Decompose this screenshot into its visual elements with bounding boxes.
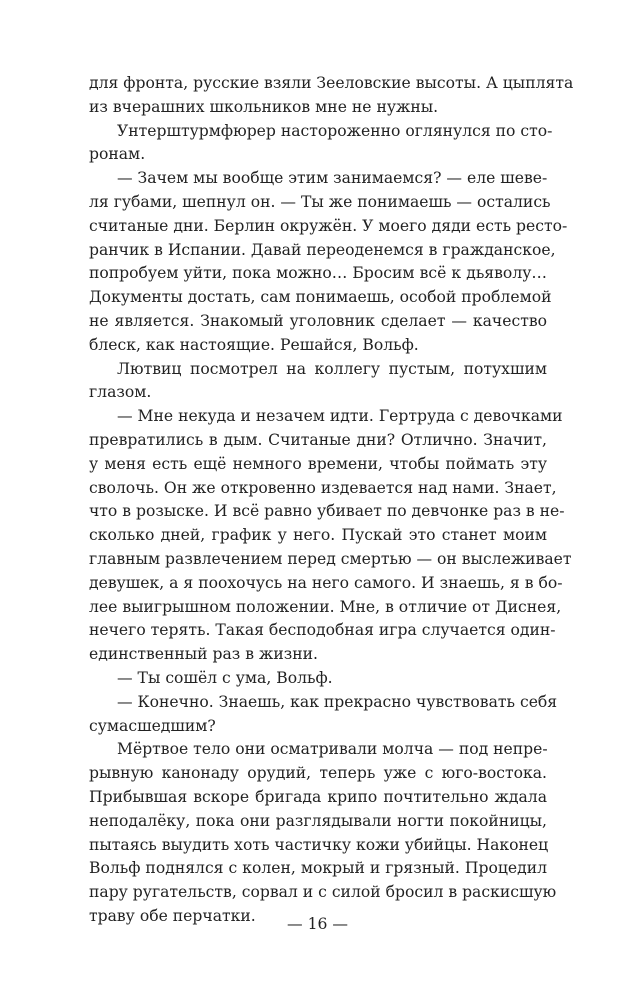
page-number: — 16 — — [287, 915, 348, 933]
text-line: не является. Знакомый уголовник сделает — качество — [89, 311, 547, 330]
text-line: траву обе перчатки. — [89, 906, 256, 925]
text-line: Прибывшая вскоре бригада крипо почтительно ждала — [89, 787, 547, 806]
text-line: из вчерашних школьников мне не нужны. — [89, 97, 439, 116]
text-line: сколько дней, график у него. Пускай это станет моим — [89, 526, 547, 545]
text-line: ля губами, шепнул он. — Ты же понимаешь — остались — [89, 192, 551, 211]
text-line: сумасшедшим? — [89, 716, 216, 735]
text-line: что в розыске. И всё равно убивает по девчонке раз в не- — [89, 502, 565, 521]
text-line: Унтерштурмфюрер настороженно оглянулся по сто- — [117, 121, 553, 140]
text-line: ранчик в Испании. Давай переоденемся в гражданское, — [89, 240, 556, 259]
text-line: рывную канонаду орудий, теперь уже с юго-востока. — [89, 764, 547, 783]
text-line: нечего терять. Такая бесподобная игра случается один- — [89, 621, 556, 640]
text-line: Мёртвое тело они осматривали молча — под непре- — [117, 740, 548, 759]
text-line: считаные дни. Берлин окружён. У моего дяди есть ресто- — [89, 216, 568, 235]
text-line: Вольф поднялся с колен, мокрый и грязный. Процедил — [89, 859, 547, 878]
text-line: Лютвиц посмотрел на коллегу пустым, потухшим — [117, 359, 547, 378]
text-line: — Ты сошёл с ума, Вольф. — [117, 668, 333, 687]
text-line: девушек, а я поохочусь на него самого. И знаешь, я в бо- — [89, 573, 563, 592]
text-line: превратились в дым. Считаные дни? Отлично. Значит, — [89, 430, 547, 449]
text-line: Документы достать, сам понимаешь, особой проблемой — [89, 288, 552, 307]
text-line: у меня есть ещё немного времени, чтобы поймать эту — [89, 454, 547, 473]
text-line: — Мне некуда и незачем идти. Гертруда с девочками — [117, 407, 563, 426]
text-line: лее выигрышном положении. Мне, в отличие от Диснея, — [89, 597, 562, 616]
text-line: — Конечно. Знаешь, как прекрасно чувствовать себя — [117, 692, 558, 711]
text-line: попробуем уйти, пока можно… Бросим всё к дьяволу… — [89, 264, 547, 283]
text-line: неподалёку, пока они разглядывали ногти покойницы, — [89, 811, 547, 830]
text-line: — Зачем мы вообще этим занимаемся? — еле шеве- — [117, 169, 548, 188]
text-line: главным развлечением перед смертью — он выслеживает — [89, 549, 572, 568]
text-line: сволочь. Он же откровенно издевается над нами. Знает, — [89, 478, 557, 497]
text-line: блеск, как настоящие. Решайся, Вольф. — [89, 335, 419, 354]
text-line: пытаясь выудить хоть частичку кожи убийцы. Наконец — [89, 835, 549, 854]
text-line: глазом. — [89, 383, 152, 402]
text-line: пару ругательств, сорвал и с силой бросил в раскисшую — [89, 883, 557, 902]
text-line: ронам. — [89, 145, 146, 164]
text-line: для фронта, русские взяли Зееловские высоты. А цыплята — [89, 74, 574, 92]
text-line: единственный раз в жизни. — [89, 645, 318, 664]
page-body — [89, 72, 574, 929]
